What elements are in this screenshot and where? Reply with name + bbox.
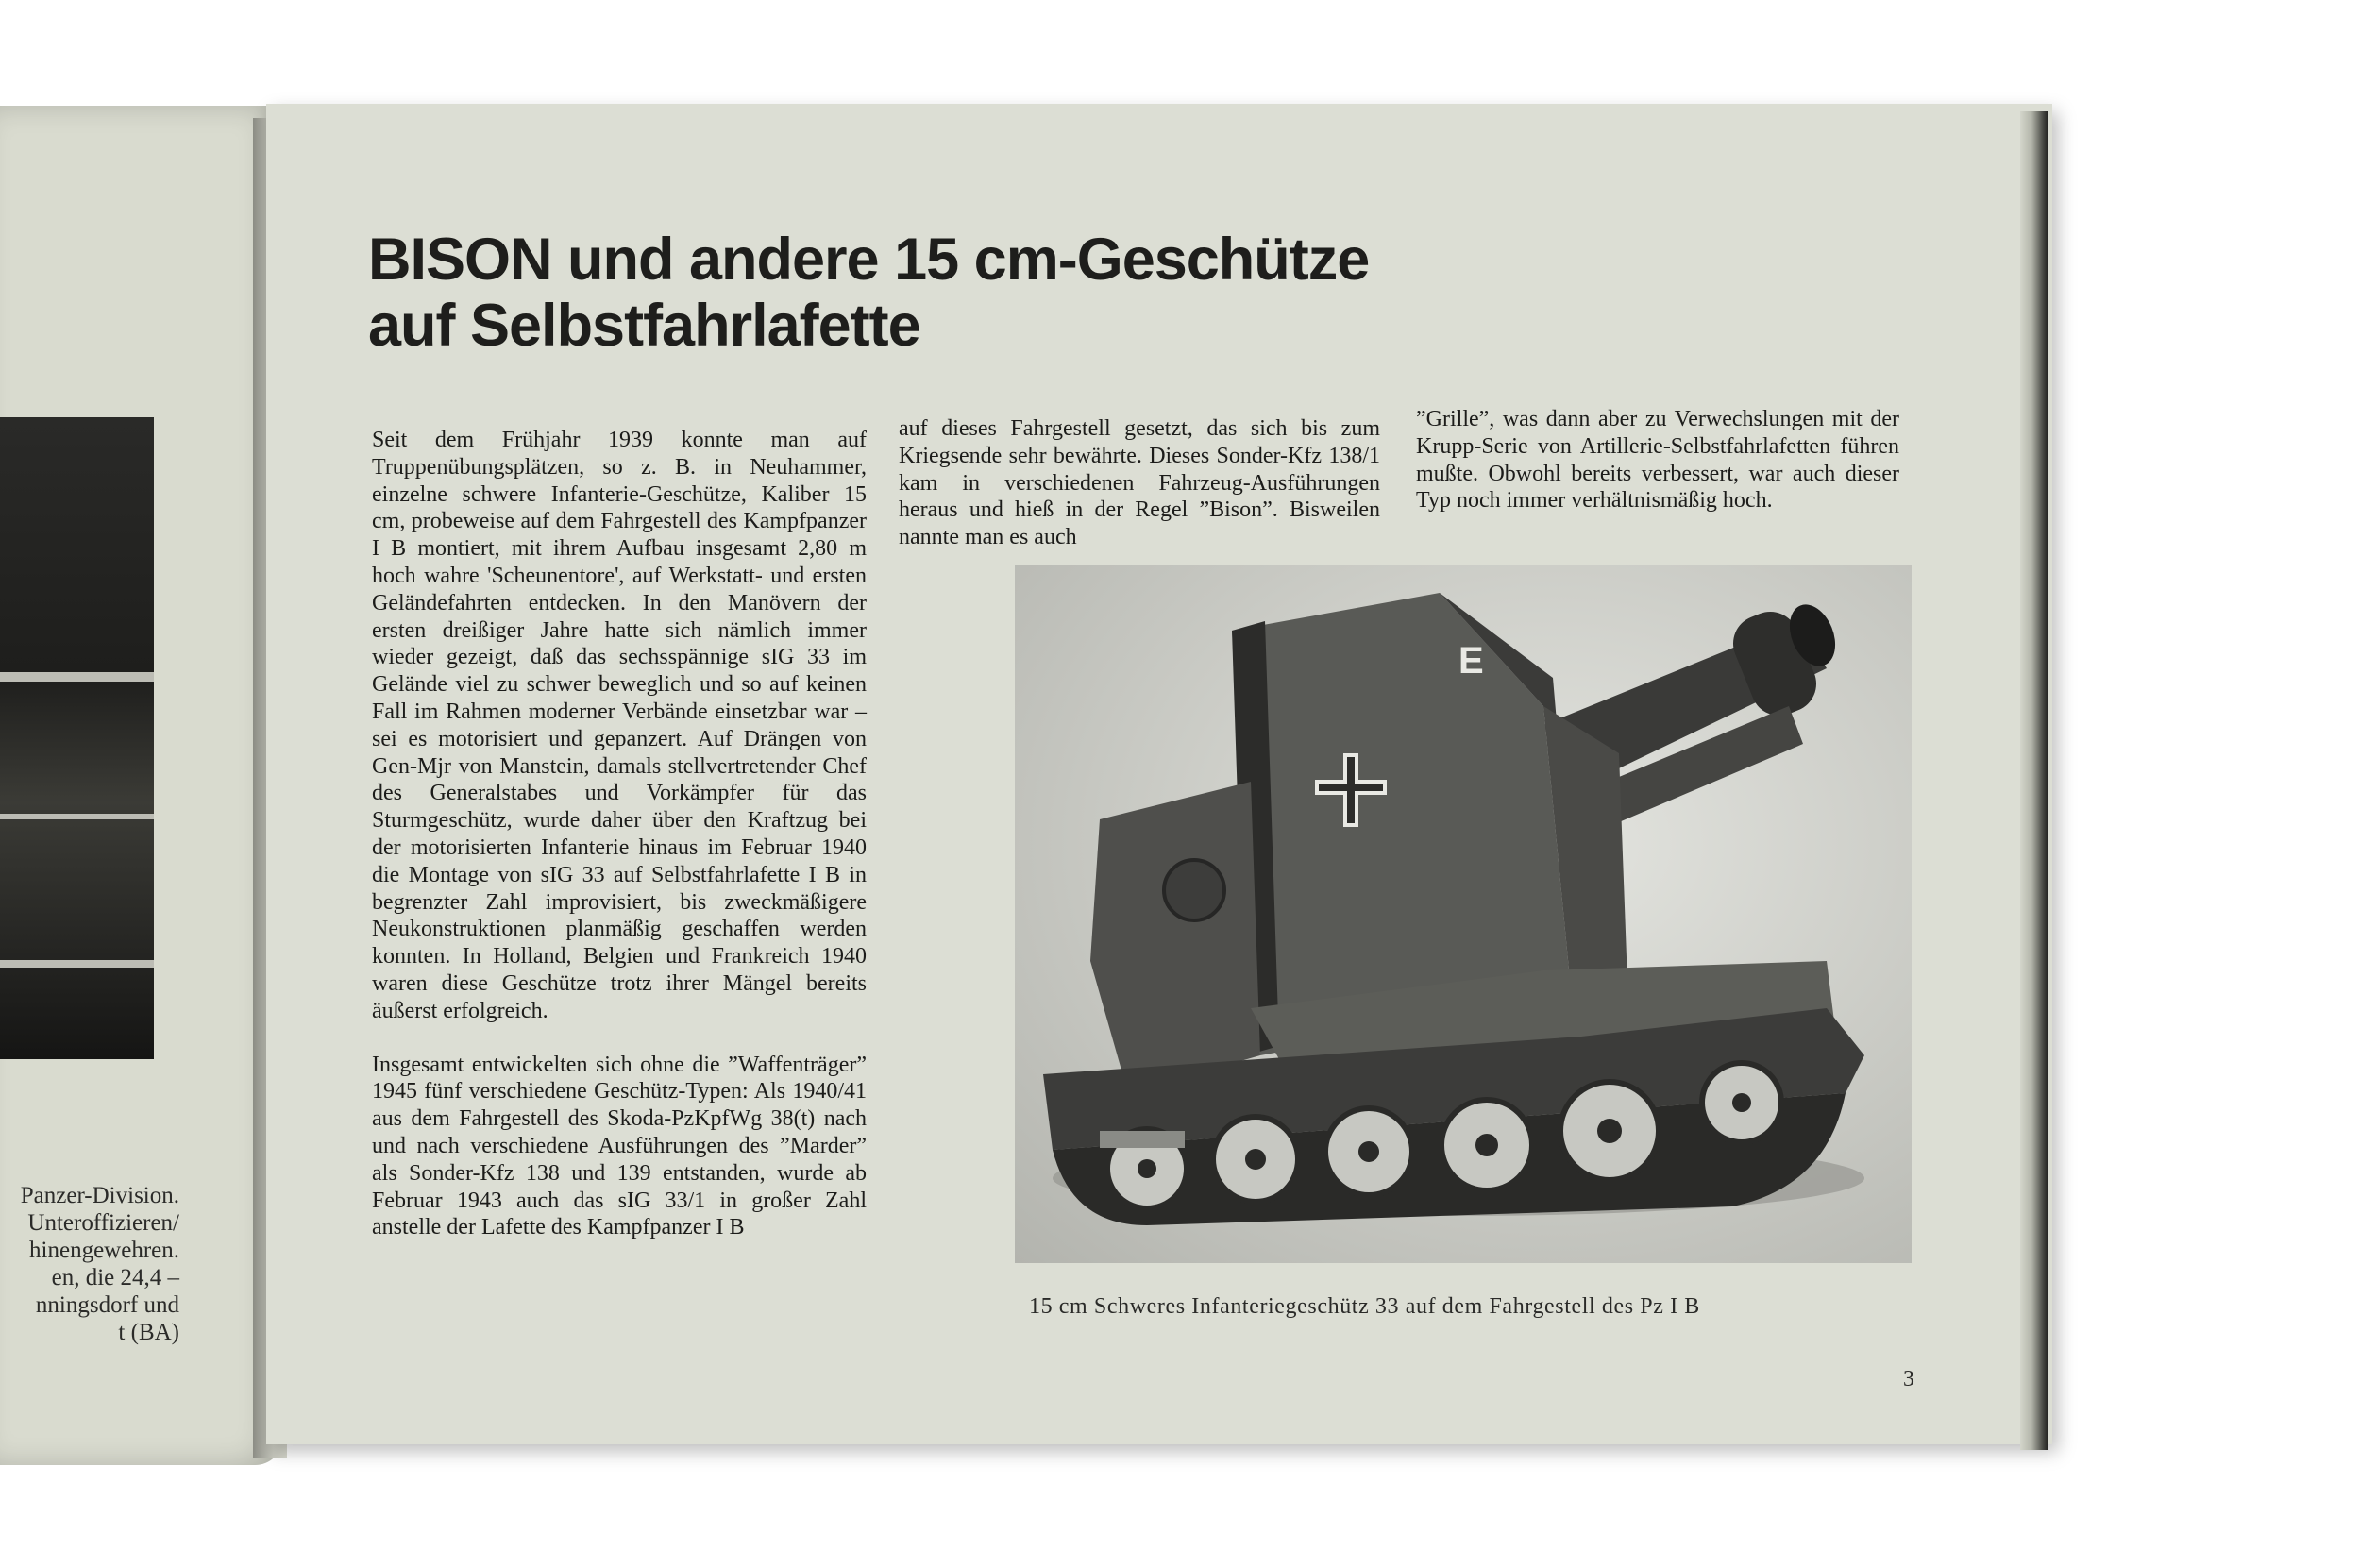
title-line-1: BISON und andere 15 cm-Geschütze: [368, 227, 1370, 293]
text-column-3: [1416, 406, 1899, 514]
vehicle-photo: [1015, 565, 1912, 1263]
paragraph-3: auf dieses Fahrgestell gesetzt, das sich bis zum Kriegsende sehr bewährte. Dieses Sonder-Kfz 138/1 kam in verschiedenen Fahrzeug-Ausführungen heraus und hieß in der Regel ”Bison”. Bisweilen nannte man es auch: [899, 416, 1380, 550]
text-column-1: [372, 427, 867, 1241]
left-page-caption: Panzer-Division. Unteroffizieren/ hinengewehren. en, die 24,4 – nningsdorf und t (BA): [20, 1183, 179, 1345]
title-line-2: auf Selbstfahrlafette: [368, 293, 920, 359]
left-page: [0, 106, 283, 1465]
left-page-photo: [0, 417, 154, 1059]
page-title: [368, 227, 1595, 359]
paragraph-2: Insgesamt entwickelten sich ohne die ”Waffenträger” 1945 fünf verschiedene Geschütz-Typen: Als 1940/41 aus dem Fahrgestell des Skoda-PzKpfWg 38(t) nach und nach verschiedene Ausführungen des ”Marder” als Sonder-Kfz 138 und 139 entstanden, wurde ab Februar 1943 auch das sIG 33/1 in großer Zahl anstelle der Lafette des Kampfpanzer I B: [372, 1052, 867, 1240]
text-column-2: [899, 415, 1380, 551]
paragraph-1: Seit dem Frühjahr 1939 konnte man auf Truppenübungsplätzen, so z. B. in Neuhammer, einzelne schwere Infanterie-Geschütze, Kaliber 15 cm, probeweise auf dem Fahrgestell des Kampfpanzer I B montiert, mit ihrem Aufbau insgesamt 2,80 m hoch wahre 'Scheunentore', auf Werkstatt- und ersten Geländefahrten entdecken. In den Manövern der ersten dreißiger Jahre hatte sich nämlich immer wieder gezeigt, daß das sechsspännige sIG 33 im Gelände viel zu schwer beweglich und so auf keinen Fall im Rahmen moderner Verbände einsetzbar war – sei es motorisiert und gepanzert. Auf Drängen von Gen-Mjr von Manstein, damals stellvertretender Chef des Generalstabes und Vorkämpfer für das Sturmgeschütz, wurde daher über den Kraftzug bei der motorisierten Infanterie hinaus im Februar 1940 die Montage von sIG 33 auf Selbstfahrlafette I B in begrenzter Zahl improvisiert, bis zweckmäßigere Neukonstruktionen planmäßig geschaffen werden konnten. In Holland, Belgien und Frankreich 1940 waren diese Geschütze trotz ihrer Mängel bereits äußerst erfolgreich.: [372, 428, 867, 1023]
paragraph-4: ”Grille”, was dann aber zu Verwechslungen mit der Krupp-Serie von Artillerie-Selbstfahrlafetten führen mußte. Obwohl bereits verbessert, war auch dieser Typ noch immer verhältnismäßig hoch.: [1416, 407, 1899, 514]
bison-vehicle-illustration: [1015, 565, 1912, 1263]
page-number: 3: [1903, 1367, 1914, 1391]
page-edge: [2020, 111, 2048, 1450]
vehicle-marking: E: [1458, 640, 1484, 682]
photo-caption: 15 cm Schweres Infanteriegeschütz 33 auf dem Fahrgestell des Pz I B: [1029, 1294, 1700, 1319]
